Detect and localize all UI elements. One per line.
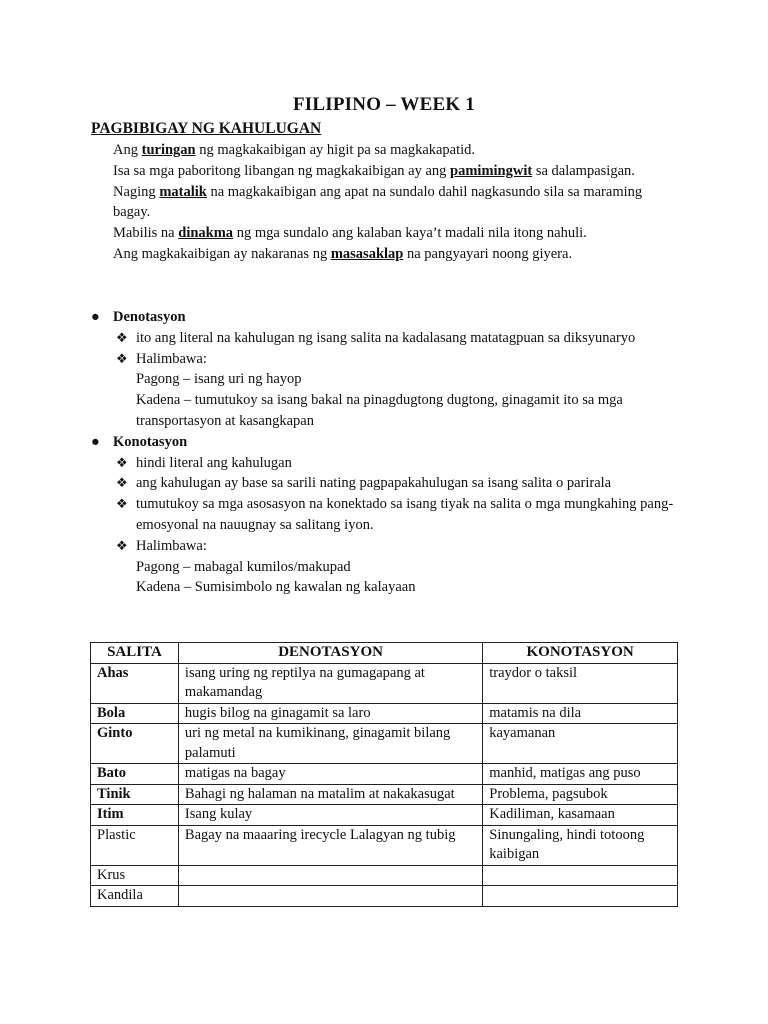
list-item: ❖ ito ang literal na kahulugan ng isang salita na kadalasang matatagpuan sa diksyunaryo [91,328,691,349]
cell-denotasyon [178,865,482,886]
list-item: ❖ tumutukoy sa mga asosasyon na konektado sa isang tiyak na salita o mga mungkahing pang-emosyonal na nauugnay sa salitang iyon. [116,496,674,533]
table-row [91,865,678,886]
cell-konotasyon: Problema, pagsubok [483,784,678,805]
header-konotasyon: KONOTASYON [483,643,678,664]
cell-konotasyon: manhid, matigas ang puso [483,764,678,785]
table-row [91,764,678,785]
table-row [91,886,678,907]
sentence: Isa sa mga paboritong libangan ng magkakaibigan ay ang pamimingwit sa dalampasigan. [113,162,635,179]
bullet-konotasyon: ● Konotasyon [91,432,691,453]
header-denotasyon: DENOTASYON [178,643,482,664]
cell-denotasyon: hugis bilog na ginagamit sa laro [178,703,482,724]
word-meaning-table [90,642,678,907]
cell-denotasyon: Bahagi ng halaman na matalim at nakakasugat [178,784,482,805]
vocab-term: dinakma [178,225,234,242]
cell-salita: Itim [91,805,179,826]
example-line: Pagong – isang uri ng hayop [136,371,302,388]
section-title: PAGBIBIGAY NG KAHULUGAN [91,120,322,137]
diamond-bullet-icon: ❖ [116,496,128,512]
cell-konotasyon [483,886,678,907]
list-item: ❖ ang kahulugan ay base sa sarili nating pagpapakahulugan sa isang salita o parirala [91,473,691,494]
cell-konotasyon: matamis na dila [483,703,678,724]
cell-denotasyon: uri ng metal na kumikinang, ginagamit bilang palamuti [178,724,482,764]
cell-konotasyon: Kadiliman, kasamaan [483,805,678,826]
bullet-dot-icon: ● [91,309,100,325]
table-row [91,703,678,724]
bullet-dot-icon: ● [91,433,100,450]
vocab-term: matalik [159,183,207,200]
table-row [91,805,678,826]
sentence: Mabilis na dinakma ng mga sundalo ang kalaban kaya’t madali nila itong nahuli. [113,225,587,242]
table-row [91,724,678,764]
list-item: ❖ hindi literal ang kahulugan [91,453,691,474]
cell-salita: Krus [91,865,179,886]
table-row [91,784,678,805]
vocab-term: pamimingwit [450,162,533,179]
page-title: FILIPINO – WEEK 1 [293,94,475,115]
cell-denotasyon: Bagay na maaaring irecycle Lalagyan ng tubig [178,825,482,865]
sentence: Naging matalik na magkakaibigan ang apat na sundalo dahil nagkasundo sila sa maraming bagay. [113,183,643,221]
table-row [91,663,678,703]
list-item: ❖ Halimbawa: [91,536,691,557]
cell-konotasyon: Sinungaling, hindi totoong kaibigan [483,825,678,865]
cell-salita: Ahas [91,663,179,703]
cell-konotasyon: kayamanan [483,724,678,764]
cell-denotasyon: isang uring ng reptilya na gumagapang at makamandag [178,663,482,703]
sentence: Ang magkakaibigan ay nakaranas ng masasaklap na pangyayari noong giyera. [113,245,573,262]
cell-salita: Bola [91,703,179,724]
example-sentences [113,140,673,265]
header-salita: SALITA [91,643,179,664]
cell-denotasyon: matigas na bagay [178,764,482,785]
diamond-bullet-icon: ❖ [116,475,128,491]
vocab-term: turingan [141,142,196,158]
definitions-list [91,307,691,598]
cell-salita: Tinik [91,784,179,805]
table-row [91,825,678,865]
example-line: Kadena – tumutukoy sa isang bakal na pinagdugtong dugtong, ginagamit ito sa mga transportasyon at kasangkapan [136,392,623,429]
vocab-term: masasaklap [330,245,404,262]
diamond-bullet-icon: ❖ [116,454,128,470]
diamond-bullet-icon: ❖ [116,329,128,345]
diamond-bullet-icon: ❖ [116,350,128,366]
cell-konotasyon: traydor o taksil [483,663,678,703]
example-line: Pagong – mabagal kumilos/makupad [136,558,351,575]
bullet-denotasyon: ● Denotasyon [91,307,691,328]
cell-salita: Plastic [91,825,179,865]
cell-salita: Ginto [91,724,179,764]
table-header-row [91,643,678,664]
cell-denotasyon: Isang kulay [178,805,482,826]
cell-salita: Kandila [91,886,179,907]
diamond-bullet-icon: ❖ [116,537,128,553]
cell-denotasyon [178,886,482,907]
cell-konotasyon [483,865,678,886]
cell-salita: Bato [91,764,179,785]
list-item: ❖ Halimbawa: [91,349,691,370]
example-line: Kadena – Sumisimbolo ng kawalan ng kalayaan [136,579,416,596]
sentence: Ang turingan ng magkakaibigan ay higit pa sa magkakapatid. [113,142,476,158]
